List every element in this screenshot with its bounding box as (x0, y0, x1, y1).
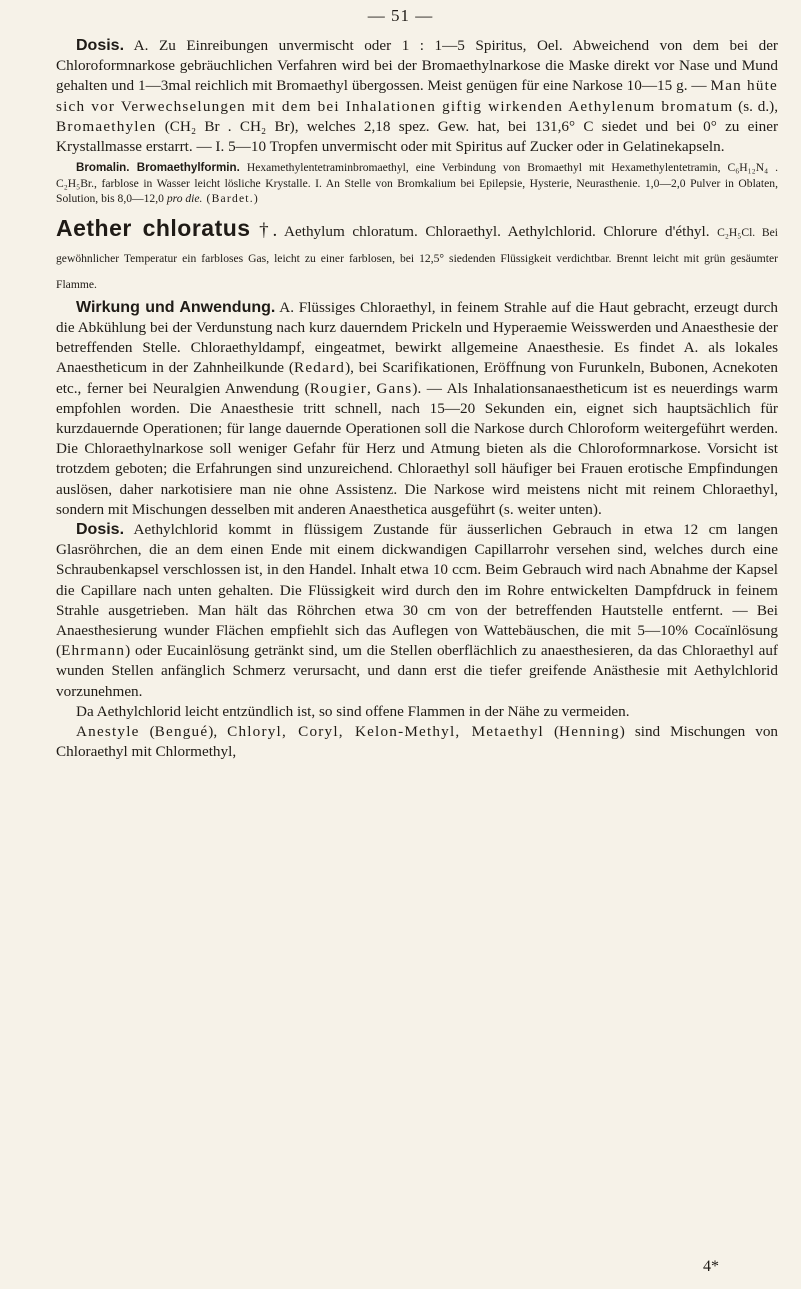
mixtures-spaced: Chloryl, Coryl, Kelon-Methyl, Metaethyl (227, 722, 544, 740)
paragraph-aether-chloratus (56, 215, 778, 297)
paragraph-dosis-aethylchlorid (56, 520, 778, 702)
page-number: — 51 — (367, 6, 434, 25)
wirkung-text-4: ). — Als Inhalationsanaestheticum ist es neuerdings warm empfohlen worden. Die Anaesthesie tritt schnell, nach 15—20 Sekunden ein, eignet sich hauptsächlich für kurzdauernde Operationen; für lange dauernde Operationen soll die Narkose durch Chloroform weitergeführt werden. Die Chloraethylnarkose soll weniger Gefahr für Herz und Atmung bieten als die Chloroformnarkose. Vorsicht ist trotzdem geboten; die Erfahrungen sind unzureichend. Chloraethyl soll häufiger bei Frauen erotische Empfindungen auslösen, daher narkotisiere man nie ohne Assistenz. Die Narkose wird meistens nicht mit reinem Chloraethyl, sondern mit Mischungen desselben mit anderen Anaesthetica ausgeführt (s. weiter unten). (56, 379, 779, 518)
aether-formula-note: C₂H₅Cl. Bei gewöhnlicher Temperatur ein farbloses Gas, leicht zu einer farblosen, bei 12,5° siedenden Flüssigkeit verdichtbar. Brennt leicht mit grün gesäumter Flamme. (56, 225, 779, 291)
dosis2-text-2: ) oder Eucainlösung getränkt sind, um die Stellen oberflächlich zu anaesthesieren, da das Chloraethyl auf wunden Stellen anfänglich Schmerz verursacht, und dann erst die tiefer greifende Anästhesie mit Aethylchlorid vorzunehmen. (56, 642, 778, 700)
bromalin-author: (Bardet.) (202, 192, 259, 206)
page-content (56, 36, 778, 762)
aether-synonyms: Aethylum chloratum. Chloraethyl. Aethylchlorid. Chlorure d'éthyl. (277, 222, 718, 240)
mischungen-text-1: ( (139, 722, 155, 740)
dosis-bromaethylen-spaced: Bromaethylen (56, 117, 157, 135)
paragraph-bromalin (56, 160, 778, 207)
author-rougier: Rougier (309, 379, 368, 397)
dosis2-label: Dosis. (76, 520, 125, 538)
bromalin-label: Bromalin. Bromaethylformin. (76, 161, 240, 175)
dosis2-text-1: Aethylchlorid kommt in flüssigem Zustande für äusserlichen Gebrauch in etwa 12 cm langen Glasröhrchen, die an dem einen Ende mit einem dickwandigen Capillarrohr versehen sind, welches durch eine Schraubenkapsel verschlossen ist, in den Handel. Inhalt etwa 10 ccm. Beim Gebrauch wird nach Abnahme der Kapsel die Capillare nach unten gehalten. Die Flüssigkeit wird durch den im Rohre entwickelten Dampfdruck in feinem Strahle ausgetrieben. Man hält das Röhrchen etwa 30 cm von der betreffenden Hautstelle entfernt. — Bei Anaesthesierung wunder Flächen empfiehlt sich das Auflegen von Wattebäuschen, die mit 5—10% Cocaïnlösung ( (56, 520, 778, 660)
dosis-warning-spaced: Man hüte sich vor Verwechselungen mit dem bei Inhalationen giftig wirkenden Aethylenum bromatum (56, 77, 778, 115)
dagger-mark: †. (250, 219, 278, 241)
wirkung-text-3: , (367, 379, 377, 397)
author-redard: Redard (294, 359, 346, 377)
bromalin-italic: pro die. (166, 192, 203, 206)
paragraph-wirkung (56, 298, 778, 520)
dosis-text-3: (CH₂ Br . CH₂ Br), welches 2,18 spez. Gew. hat, bei 131,6° C siedet und bei 0° zu einer Krystallmasse erstarrt. — I. 5—10 Tropfen unvermischt oder mit Spiritus auf Zucker oder in Gelatinekapseln. (56, 117, 778, 156)
dosis-text-1: A. Zu Einreibungen unvermischt oder 1 : 1—5 Spiritus, Oel. Abweichend von dem bei der Chloroformnarkose gebräuchlichen Verfahren wird bei der Bromaethylnarkose die Maske direkt vor Nase und Mund gehalten und 1—3mal reichlich mit Bromaethyl übergossen. Meist genügen für eine Narkose 10—15 g. — (56, 37, 778, 95)
author-henning: Henning (559, 722, 620, 740)
paragraph-dosis-bromaethyl (56, 36, 778, 157)
dosis-label: Dosis. (76, 37, 125, 54)
wirkung-text-1: A. Flüssiges Chloraethyl, in feinem Strahle auf die Haut gebracht, erzeugt durch die Abkühlung bei der Verdunstung nach kurz dauerndem Prickeln und Hyperaemie Weisswerden und Anaesthesie der betreffenden Stelle. Chloraethyldampf, eingeatmet, bewirkt allgemeine Anaesthesie. Es findet A. als lokales Anaestheticum in der Zahnheilkunde ( (56, 298, 778, 377)
paragraph-mischungen (56, 722, 778, 762)
bromalin-text: Hexamethylentetraminbromaethyl, eine Verbindung von Bromaethyl mit Hexamethylentetramin, C₆H₁₂N₄ . C₂H₅Br., farblose in Wasser leicht lösliche Krystalle. I. An Stelle von Bromkalium bei Epilepsie, Hysterie, Neurasthenie. 1,0—2,0 Pulver in Oblaten, Solution, bis 8,0—12,0 (56, 161, 778, 206)
anestyle-spaced: Anestyle (76, 722, 140, 740)
paragraph-flammen: Da Aethylchlorid leicht entzündlich ist, so sind offene Flammen in der Nähe zu vermeiden. (76, 702, 630, 720)
author-ehrmann: Ehrmann (61, 642, 126, 660)
mischungen-text-4: ) sind Mischungen von Chloraethyl mit Chlormethyl, (56, 722, 779, 761)
mischungen-text-3: ( (543, 722, 560, 740)
author-gans: Gans (376, 379, 413, 397)
author-bengue: Bengué (154, 722, 209, 740)
wirkung-label: Wirkung und Anwendung. (76, 298, 276, 316)
wirkung-text-2: ), bei Scarifikationen, Eröffnung von Furunkeln, Bubonen, Acnekoten etc., ferner bei Neuralgien Anwendung ( (56, 359, 778, 397)
dosis-text-2: (s. d.), (733, 97, 779, 115)
entry-title: Aether chloratus (56, 214, 251, 241)
mischungen-text-2: ), (208, 722, 228, 740)
signature-mark: 4* (703, 1258, 719, 1275)
